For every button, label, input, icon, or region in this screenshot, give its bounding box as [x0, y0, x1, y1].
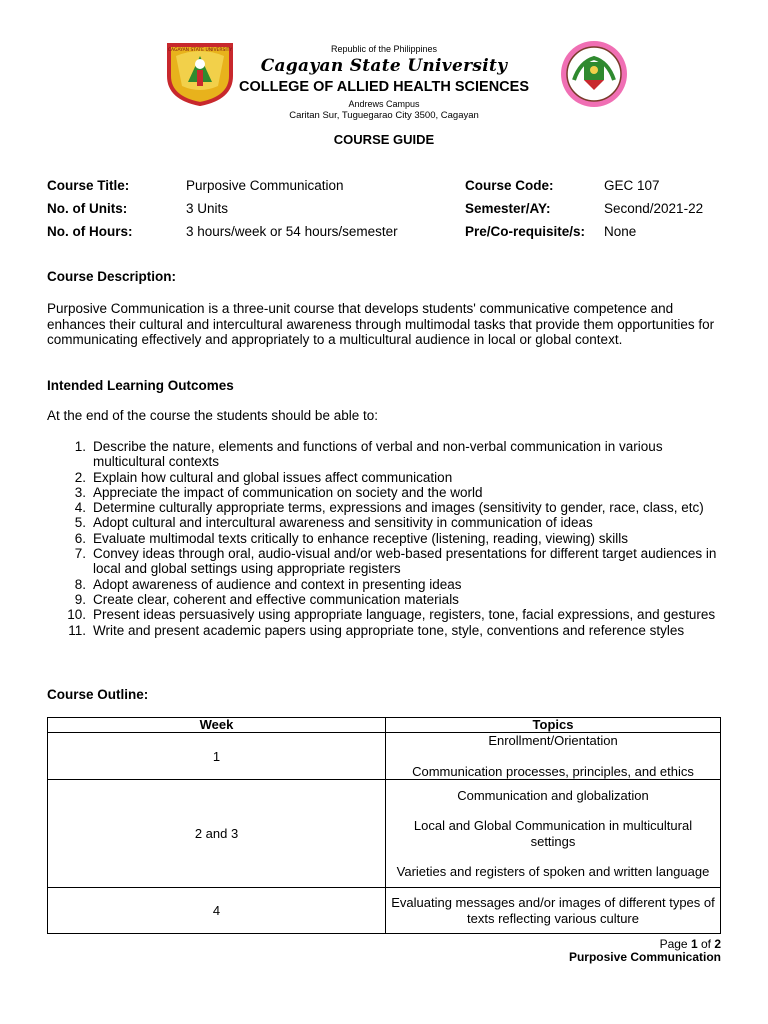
ilo-heading: Intended Learning Outcomes	[47, 378, 234, 393]
topics-column-header: Topics	[386, 718, 721, 733]
list-item-number: 2.	[74, 469, 86, 485]
list-item-number: 7.	[74, 546, 86, 562]
topic-text: Varieties and registers of spoken and written language	[396, 864, 710, 879]
topic-text: Evaluating messages and/or images of different types of texts reflecting various culture	[391, 895, 715, 926]
topics-cell	[386, 780, 721, 888]
ilo-intro: At the end of the course the students should be able to:	[47, 408, 378, 423]
hours-value: 3 hours/week or 54 hours/semester	[186, 224, 398, 239]
list-item	[47, 470, 722, 485]
table-header-row	[48, 718, 721, 733]
list-item-number: 3.	[74, 484, 86, 500]
units-label: No. of Units:	[47, 201, 128, 216]
table-row	[48, 780, 721, 888]
ilo-list	[47, 439, 722, 638]
list-item	[47, 546, 722, 577]
footer-course-name: Purposive Communication	[568, 950, 721, 964]
list-item	[47, 607, 722, 622]
table-row	[48, 888, 721, 934]
course-code-label: Course Code:	[465, 178, 554, 193]
campus-name: Andrews Campus	[348, 99, 420, 109]
list-item-number: 11.	[68, 622, 86, 638]
list-item	[47, 531, 722, 546]
list-item-text: Describe the nature, elements and functions of verbal and non-verbal communication in various multicultural contexts	[93, 439, 663, 470]
list-item-text: Adopt awareness of audience and context in presenting ideas	[93, 576, 462, 592]
list-item-number: 6.	[74, 530, 86, 546]
topic-text: Local and Global Communication in multicultural settings	[413, 818, 693, 849]
units-value: 3 Units	[186, 201, 229, 216]
list-item-text: Adopt cultural and intercultural awareness and sensitivity in communication of ideas	[93, 515, 593, 531]
table-row	[48, 733, 721, 780]
hours-label: No. of Hours:	[47, 224, 133, 239]
list-item	[47, 500, 722, 515]
page-number	[660, 937, 721, 951]
topic-text: Communication and globalization	[457, 787, 649, 803]
page-prefix: Page	[659, 937, 691, 951]
description-text: Purposive Communication is a three-unit course that develops students' communicative competence and enhances their cultural and intercultural awareness through multimodal tasks that provide them opportunities for communicating effectively and appropriately to a multicultural audience in local or global context.	[47, 301, 715, 347]
prereq-value: None	[604, 224, 637, 239]
course-title-label: Course Title:	[47, 178, 130, 193]
semester-value: Second/2021-22	[604, 201, 704, 216]
list-item-number: 1.	[74, 439, 86, 454]
course-outline-table	[47, 717, 721, 934]
prereq-label: Pre/Co-requisite/s:	[465, 224, 586, 239]
outline-heading: Course Outline:	[47, 687, 149, 702]
list-item	[47, 577, 722, 592]
list-item-text: Appreciate the impact of communication on society and the world	[93, 484, 483, 500]
list-item-text: Write and present academic papers using appropriate tone, style, conventions and reference styles	[93, 622, 685, 638]
page-of: of	[697, 937, 715, 951]
list-item-text: Evaluate multimodal texts critically to enhance receptive (listening, reading, viewing) skills	[93, 530, 628, 546]
description-heading: Course Description:	[47, 269, 177, 284]
list-item-number: 8.	[74, 576, 86, 592]
republic-line: Republic of the Philippines	[330, 44, 438, 54]
list-item-text: Determine culturally appropriate terms, expressions and images (sensitivity to gender, race, class, etc)	[93, 500, 704, 516]
list-item-text: Explain how cultural and global issues affect communication	[93, 469, 453, 485]
college-seal	[560, 40, 628, 108]
week-cell: 1	[48, 733, 386, 780]
list-item-text: Create clear, coherent and effective communication materials	[93, 591, 459, 607]
list-item-text: Present ideas persuasively using appropriate language, registers, tone, facial expressions, and gestures	[93, 607, 716, 623]
total-pages: 2	[714, 937, 721, 951]
current-page: 1	[690, 937, 698, 951]
list-item	[47, 439, 722, 470]
week-cell: 2 and 3	[48, 780, 386, 888]
topics-cell	[386, 733, 721, 780]
topics-cell	[386, 888, 721, 934]
week-column-header: Week	[48, 718, 386, 733]
list-item-number: 5.	[74, 515, 86, 531]
logo-lettering: CAGAYAN STATE UNIVERSITY	[167, 48, 233, 53]
week-cell: 4	[48, 888, 386, 934]
topic-text: Enrollment/Orientation	[488, 733, 618, 748]
document-title: COURSE GUIDE	[333, 132, 435, 147]
list-item-text: Convey ideas through oral, audio-visual and/or web-based presentations for different target audiences in local and global settings using appropriate registers	[93, 546, 717, 577]
topic-text: Communication processes, principles, and ethics	[412, 763, 694, 779]
course-code-value: GEC 107	[604, 178, 660, 193]
college-name: COLLEGE OF ALLIED HEALTH SCIENCES	[238, 79, 529, 95]
list-item-number: 4.	[74, 500, 86, 516]
list-item-number: 10.	[67, 607, 86, 623]
university-logo	[166, 42, 234, 106]
course-title-value: Purposive Communication	[186, 178, 344, 193]
list-item	[47, 515, 722, 530]
list-item	[47, 485, 722, 500]
list-item	[47, 623, 722, 638]
list-item-number: 9.	[74, 591, 86, 607]
campus-address: Caritan Sur, Tuguegarao City 3500, Cagayan	[289, 110, 479, 121]
list-item	[47, 592, 722, 607]
semester-label: Semester/AY:	[465, 201, 551, 216]
university-name: Cagayan State University	[260, 56, 508, 76]
